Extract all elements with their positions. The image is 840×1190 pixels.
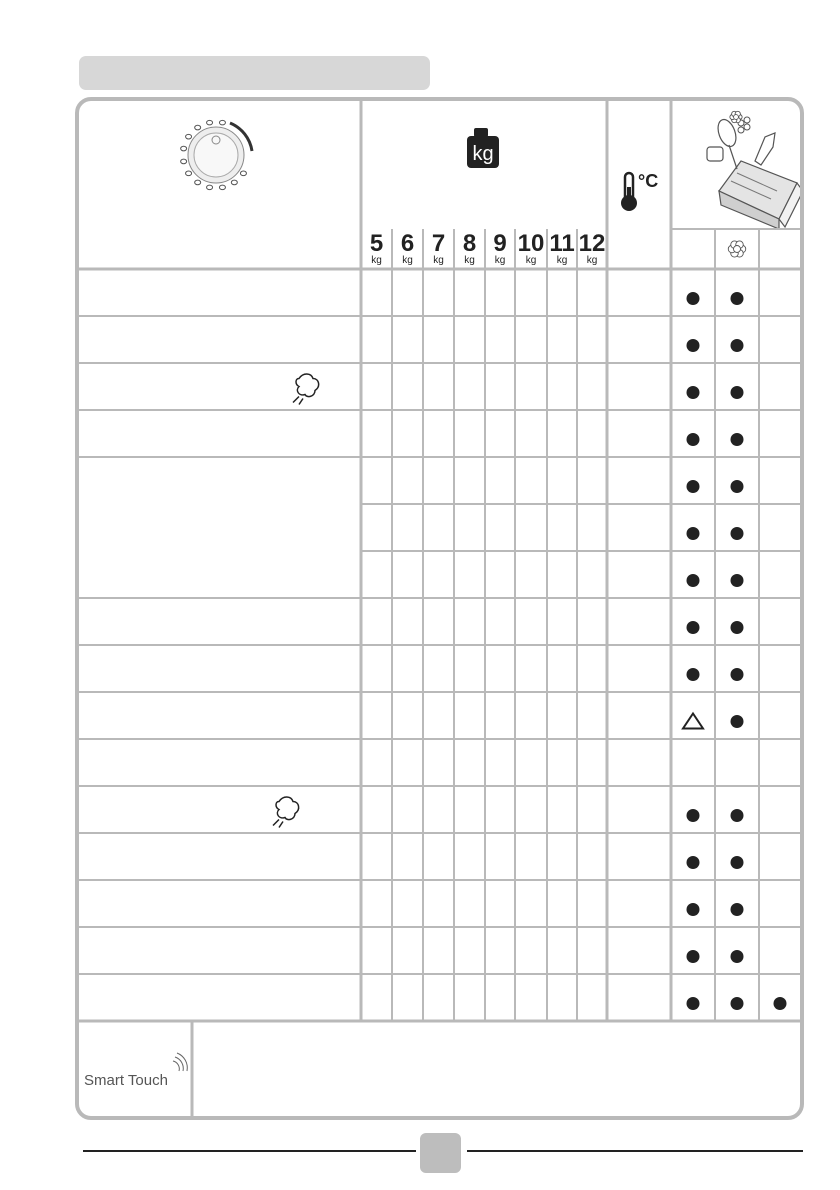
detergent-drawer-icon: [707, 117, 803, 229]
dispenser-mark-dot: [687, 339, 700, 352]
weight-icon-label: kg: [472, 143, 494, 165]
load-weight-label: 11: [549, 230, 575, 257]
load-weight-unit: kg: [494, 255, 506, 266]
dispenser-mark-dot: [687, 856, 700, 869]
page-number-box: [420, 1133, 461, 1173]
dispenser-mark-dot: [774, 997, 787, 1010]
dispenser-mark-dot: [731, 715, 744, 728]
load-weight-label: 6: [400, 230, 415, 257]
footer-rule-right: [467, 1150, 803, 1152]
dispenser-mark-dot: [731, 621, 744, 634]
dispenser-mark-dot: [687, 621, 700, 634]
load-weight-unit: kg: [586, 255, 598, 266]
dispenser-mark-dot: [687, 292, 700, 305]
flower-icon: [730, 111, 742, 122]
dispenser-mark-dot: [731, 809, 744, 822]
dispenser-mark-triangle: [683, 714, 703, 729]
dispenser-mark-dot: [687, 386, 700, 399]
dispenser-mark-dot: [687, 527, 700, 540]
smart-touch-wifi-icon: [173, 1053, 187, 1071]
load-weight-unit: kg: [464, 255, 475, 266]
flower-softener-icon: [728, 241, 746, 257]
load-weight-unit: kg: [371, 255, 382, 266]
load-weight-label: 12: [578, 230, 606, 257]
thermometer-icon: [621, 173, 637, 211]
load-weight-label: 8: [462, 230, 477, 257]
dispenser-mark-dot: [687, 950, 700, 963]
dispenser-mark-dot: [731, 480, 744, 493]
load-weight-label: 9: [493, 230, 507, 257]
section-title-bar: [79, 56, 430, 90]
load-weight-unit: kg: [525, 255, 537, 266]
dispenser-mark-dot: [731, 386, 744, 399]
footer-rule-left: [83, 1150, 416, 1152]
dispenser-mark-dot: [731, 950, 744, 963]
program-dial-icon: [181, 120, 252, 189]
dispenser-mark-dot: [687, 480, 700, 493]
dispenser-mark-dot: [731, 527, 744, 540]
dispenser-mark-dot: [687, 997, 700, 1010]
smart-touch-label: Smart Touch: [84, 1072, 168, 1089]
load-weight-unit: kg: [433, 255, 444, 266]
dispenser-mark-dot: [731, 903, 744, 916]
steam-icon: [273, 797, 299, 828]
load-weight-unit: kg: [556, 255, 568, 266]
dispenser-mark-dot: [687, 903, 700, 916]
dispenser-mark-dot: [731, 856, 744, 869]
dispenser-mark-dot: [731, 997, 744, 1010]
dispenser-mark-dot: [731, 574, 744, 587]
load-weight-label: 10: [517, 230, 545, 257]
steam-icon: [293, 374, 319, 405]
dispenser-mark-dot: [731, 433, 744, 446]
load-weight-unit: kg: [402, 255, 413, 266]
program-table: [75, 97, 804, 1120]
load-weight-label: 7: [431, 230, 446, 257]
temperature-label: °C: [638, 171, 659, 191]
weight-kg-icon: [467, 128, 499, 168]
dispenser-mark-dot: [687, 433, 700, 446]
dispenser-mark-dot: [687, 574, 700, 587]
dispenser-mark-dot: [687, 809, 700, 822]
program-table-grid: [79, 101, 804, 1120]
dispenser-mark-dot: [687, 668, 700, 681]
dispenser-mark-dot: [731, 339, 744, 352]
load-weight-label: 5: [369, 230, 384, 257]
dispenser-mark-dot: [731, 668, 744, 681]
dispenser-mark-dot: [731, 292, 744, 305]
